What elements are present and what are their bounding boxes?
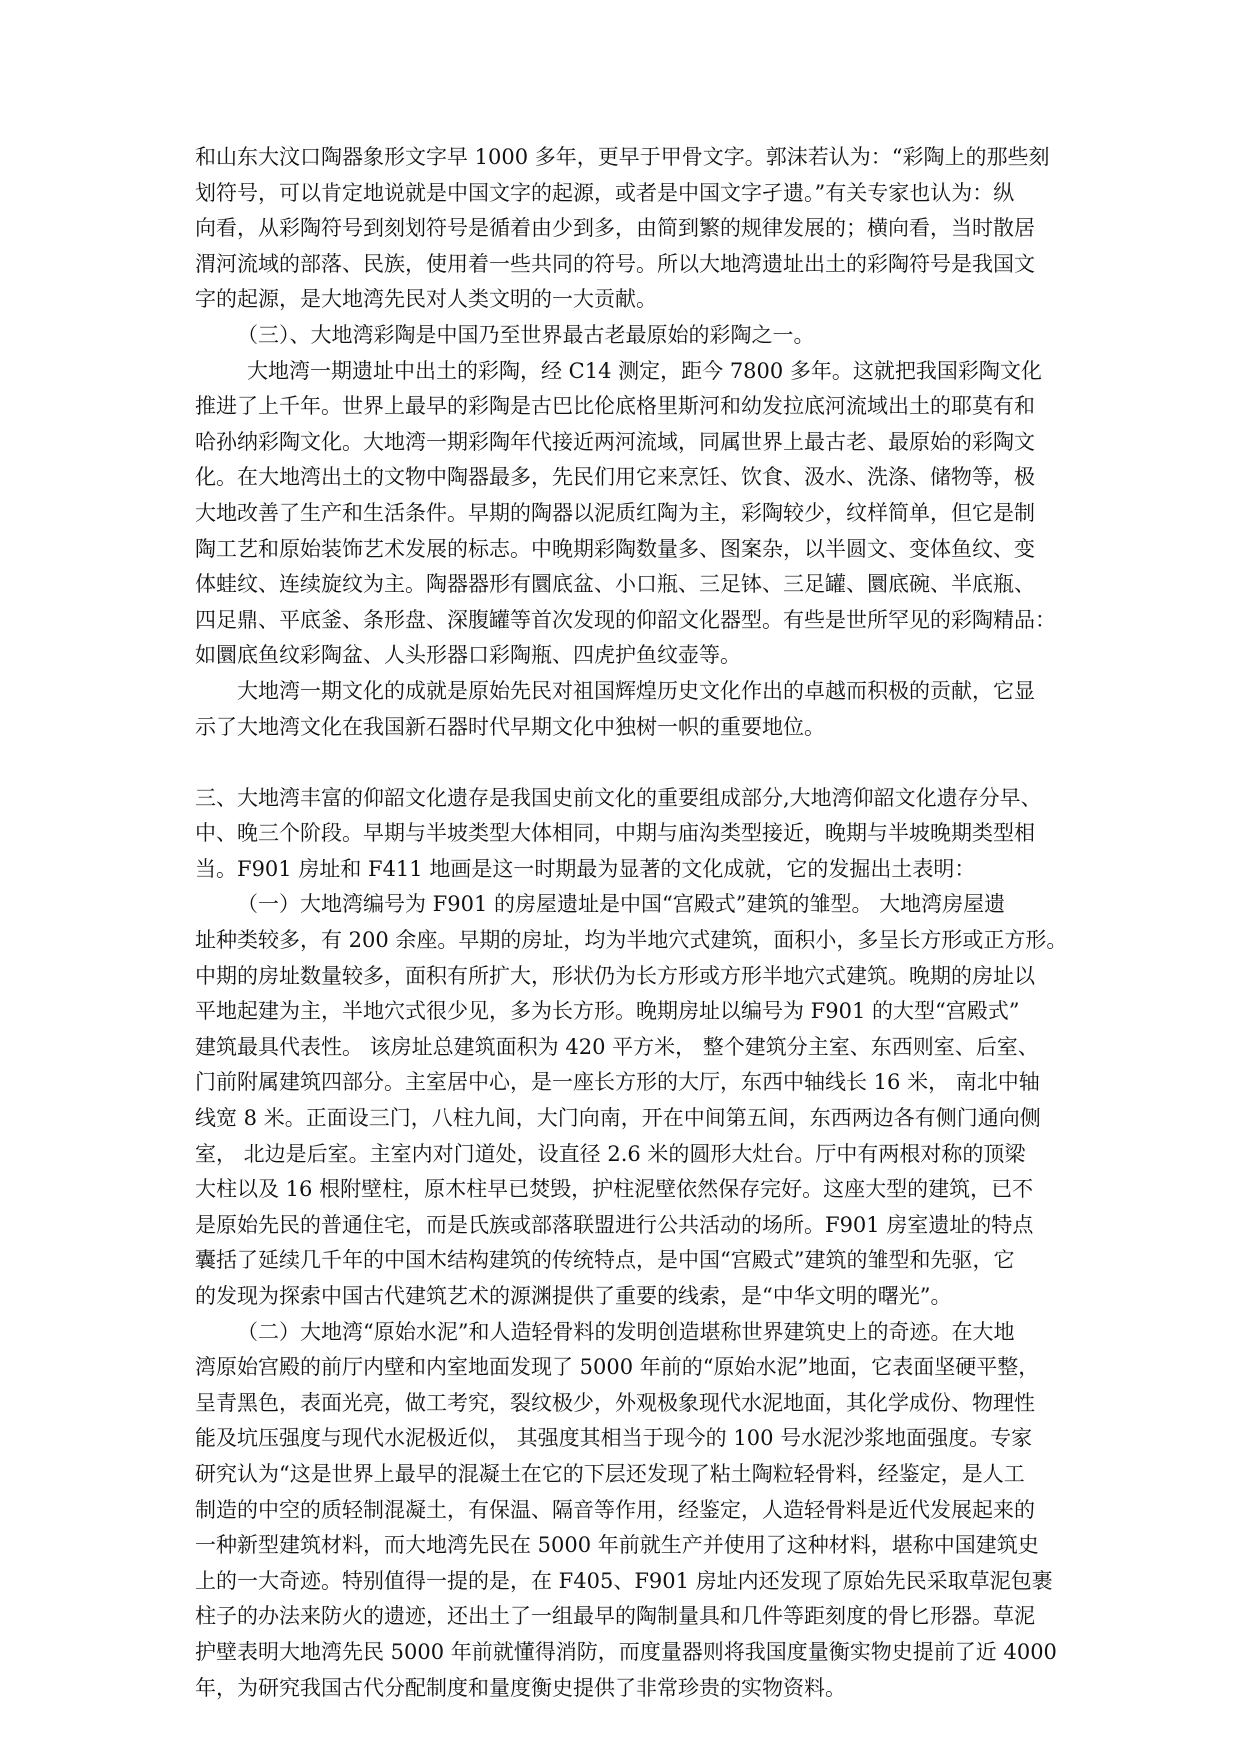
text-line: 的发现为探索中国古代建筑艺术的源渊提供了重要的线索，是“中华文明的曙光”。 [195,1284,952,1308]
text-line: 体蛙纹、连续旋纹为主。陶器器形有圜底盆、小口瓶、三足钵、三足罐、圜底碗、半底瓶、 [195,572,1035,597]
text-line: 推进了上千年。世界上最早的彩陶是古巴比伦底格里斯河和幼发拉底河流域出土的耶莫有和 [195,394,1035,419]
text-line: 研究认为“这是世界上最早的混凝土在它的下层还发现了粘土陶粒轻骨料，经鉴定，是人工 [195,1461,1025,1486]
text-line: 字的起源，是大地湾先民对人类文明的一大贡献。 [195,287,657,312]
text-line: 陶工艺和原始装饰艺术发展的标志。中晚期彩陶数量多、图案杂，以半圆文、变体鱼纹、变 [195,536,1035,561]
text-line: 上的一大奇迹。特别值得一提的是，在 F405、F901 房址内还发现了原始先民采取草泥包裹 [195,1568,1053,1593]
text-line: 划符号，可以肯定地说就是中国文字的起源，或者是中国文字孑遗。”有关专家也认为：纵 [195,180,1015,205]
text-line: 和山东大汶口陶器象形文字早 1000 多年，更早于甲骨文字。郭沫若认为：“彩陶上的那些刻 [195,145,1050,169]
text-line: 如圜底鱼纹彩陶盆、人头形器口彩陶瓶、四虎护鱼纹壶等。 [195,643,741,668]
text-line: 制造的中空的质轻制混凝土，有保温、隔音等作用，经鉴定，人造轻骨料是近代发展起来的 [195,1497,1035,1522]
text-line: 四足鼎、平底釜、条形盘、深腹罐等首次发现的仰韶文化器型。有些是世所罕见的彩陶精品： [195,607,1056,632]
text-line: 大地湾一期文化的成就是原始先民对祖国辉煌历史文化作出的卓越而积极的贡献，它显 [237,678,1035,703]
text-line: 室， 北边是后室。主室内对门道处，设直径 2.6 米的圆形大灶台。厅中有两根对称的顶梁 [195,1141,1026,1166]
document-page [195,140,1070,1706]
text-line: 湾原始宫殿的前厅内壁和内室地面发现了 5000 年前的“原始水泥”地面，它表面坚硬平整， [195,1355,1040,1380]
text-line: 当。F901 房址和 F411 地画是这一时期最为显著的文化成就，它的发掘出土表明： [195,856,976,881]
text-line: 中、晚三个阶段。早期与半坡类型大体相同，中期与庙沟类型接近，晚期与半坡晚期类型相 [195,821,1035,846]
text-line: 大柱以及 16 根附壁柱，原木柱早已焚毁，护柱泥壁依然保存完好。这座大型的建筑，已不 [195,1177,1034,1202]
subsection-heading-2: （二）大地湾“原始水泥”和人造轻骨料的发明创造堪称世界建筑史上的奇迹。在大地 [237,1319,1015,1344]
text-line: 址种类较多，有 200 余座。早期的房址，均为半地穴式建筑，面积小，多呈长方形或正方形。 [195,928,1068,953]
section-heading-three: 三、大地湾丰富的仰韶文化遗存是我国史前文化的重要组成部分,大地湾仰韶文化遗存分早、 [195,785,1042,810]
text-line: 年，为研究我国古代分配制度和量度衡史提供了非常珍贵的实物资料。 [195,1675,846,1700]
text-line: 大地改善了生产和生活条件。早期的陶器以泥质红陶为主，彩陶较少，纹样简单，但它是制 [195,500,1035,525]
text-line: 柱子的办法来防火的遗迹，还出土了一组最早的陶制量具和几件等距刻度的骨匕形器。草泥 [195,1604,1035,1629]
text-line: 呈青黑色，表面光亮，做工考究，裂纹极少，外观极象现代水泥地面，其化学成份、物理性 [195,1390,1035,1415]
text-line: 能及坑压强度与现代水泥极近似， 其强度其相当于现今的 100 号水泥沙浆地面强度。专家 [195,1426,1033,1451]
subsection-heading-1: （一）大地湾编号为 F901 的房屋遗址是中国“宫殿式”建筑的雏型。 大地湾房屋遗 [237,892,1006,917]
text-line: 囊括了延续几千年的中国木结构建筑的传统特点，是中国“宫殿式”建筑的雏型和先驱，它 [195,1248,1015,1273]
text-line: 化。在大地湾出土的文物中陶器最多，先民们用它来烹饪、饮食、汲水、洗涤、储物等，极 [195,465,1035,490]
text-line: 线宽 8 米。正面设三门，八柱九间，大门向南，开在中间第五间，东西两边各有侧门通向侧 [195,1106,1041,1131]
text-line: 哈孙纳彩陶文化。大地湾一期彩陶年代接近两河流域，同属世界上最古老、最原始的彩陶文 [195,429,1035,454]
text-line: 示了大地湾文化在我国新石器时代早期文化中独树一帜的重要地位。 [195,714,825,739]
text-line: 渭河流域的部落、民族，使用着一些共同的符号。所以大地湾遗址出土的彩陶符号是我国文 [195,251,1035,276]
text-line: 是原始先民的普通住宅，而是氏族或部落联盟进行公共活动的场所。F901 房室遗址的特点 [195,1212,1034,1237]
text-line: 中期的房址数量较多，面积有所扩大，形状仍为长方形或方形半地穴式建筑。晚期的房址以 [195,963,1035,988]
text-line: 大地湾一期遗址中出土的彩陶，经 C14 测定，距今 7800 多年。这就把我国彩陶文化 [247,358,1042,383]
text-line: 建筑最具代表性。 该房址总建筑面积为 420 平方米， 整个建筑分主室、东西则室、后室、 [195,1034,1039,1059]
paragraph-gap [195,745,1070,781]
section-heading-3: （三）、大地湾彩陶是中国乃至世界最古老最原始的彩陶之一。 [237,322,815,347]
text-line: 门前附属建筑四部分。主室居中心，是一座长方形的大厅，东西中轴线长 16 米， 南北中轴 [195,1070,1040,1095]
text-line: 向看，从彩陶符号到刻划符号是循着由少到多，由简到繁的规律发展的；横向看，当时散居 [195,216,1035,241]
text-line: 护壁表明大地湾先民 5000 年前就懂得消防，而度量器则将我国度量衡实物史提前了近 4000 [195,1639,1057,1664]
text-line: 一种新型建筑材料，而大地湾先民在 5000 年前就生产并使用了这种材料，堪称中国建筑史 [195,1533,1039,1558]
text-line: 平地起建为主，半地穴式很少见，多为长方形。晚期房址以编号为 F901 的大型“宫殿式” [195,999,1020,1024]
